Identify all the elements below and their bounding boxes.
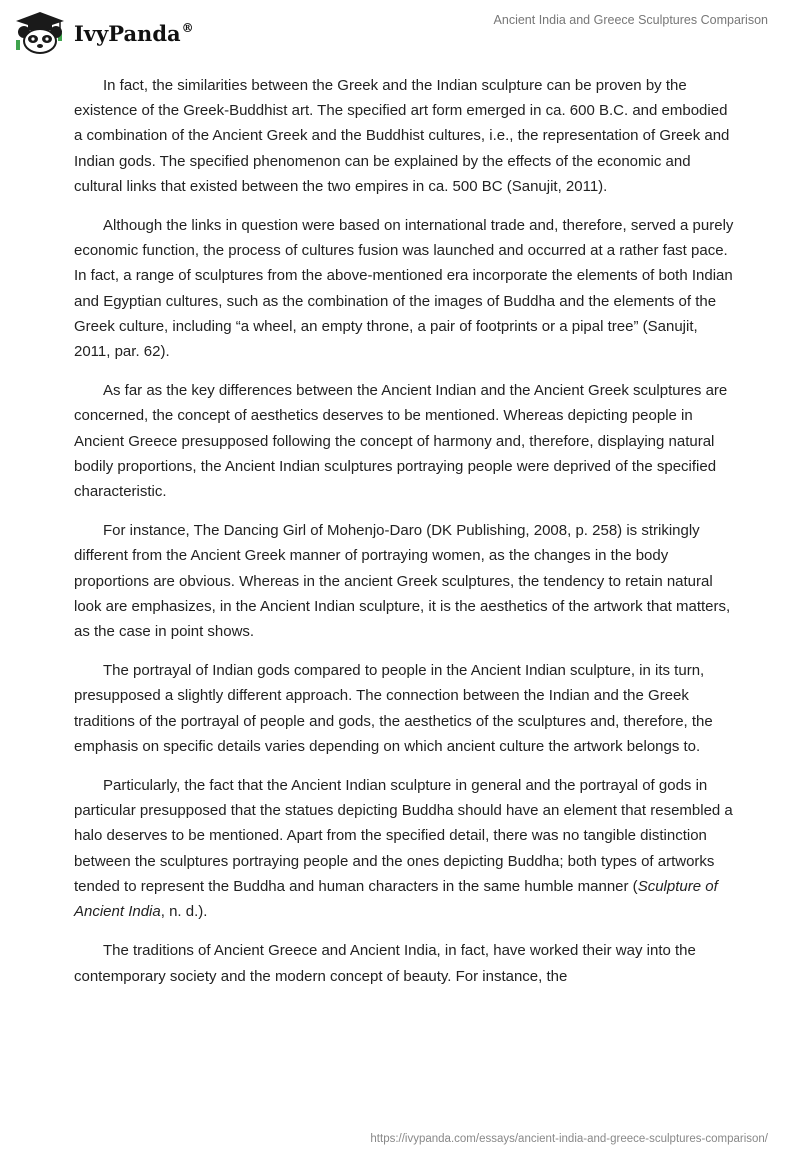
essay-paragraph: As far as the key differences between the Ancient Indian and the Ancient Greek sculptures are concerned, the concept of aesthetics deserves to be mentioned. Whereas depicting people in Ancient Greece presupposed following the concept of harmony and, therefore, displaying natural bodily proportions, the Ancient Indian sculptures portraying people were deprived of the specified characteristic. — [74, 382, 728, 501]
essay-paragraph: In fact, the similarities between the Greek and the Indian sculpture can be proven by the existence of the Greek-Buddhist art. The specified art form emerged in ca. 600 B.C. and embodied a combination of the Ancient Greek and the Buddhist cultures, i.e., the representation of Greek and Indian gods. The specified phenomenon can be explained by the effects of the economic and cultural links that existed between the two empires in ca. 500 BC (Sanujit, 2011). — [74, 77, 730, 195]
essay-paragraph: The portrayal of Indian gods compared to people in the Ancient Indian sculpture, in its turn, presupposed a slightly different approach. The connection between the Indian and the Greek traditions of the portrayal of people and gods, the aesthetics of the sculptures and, therefore, the emphasis on specific details varies depending on which ancient culture the artwork belongs to. — [74, 662, 713, 755]
panda-graduate-icon — [14, 10, 66, 54]
essay-body — [74, 73, 734, 1003]
paragraph-text: Particularly, the fact that the Ancient Indian sculpture in general and the portrayal of gods in particular presupposed that the statues depicting Buddha should have an element that resembled a halo deserves to be mentioned. Apart from the specified detail, there was no tangible distinction between the sculptures portraying people and the ones depicting Buddha; both types of artworks tended to represent the Buddha and human characters in the same humble manner ( — [74, 777, 733, 895]
essay-paragraph: The traditions of Ancient Greece and Ancient India, in fact, have worked their way into the contemporary society and the modern concept of beauty. For instance, the — [74, 942, 696, 985]
essay-paragraph — [74, 773, 734, 924]
paragraph-text: , n. d.). — [160, 903, 208, 921]
registered-mark: ® — [181, 20, 194, 35]
cited-title: Sculpture of Ancient India — [74, 877, 718, 921]
logo-wordmark: IvyPanda® — [74, 20, 194, 46]
essay-paragraph: For instance, The Dancing Girl of Mohenjo-Daro (DK Publishing, 2008, p. 258) is strikingly different from the Ancient Greek manner of portraying women, as the changes in the body proportions are obvious. Whereas in the ancient Greek sculptures, the tendency to retain natural look are emphasizes, in the Ancient Indian sculpture, it is the aesthetics of the artwork that matters, as the case in point shows. — [74, 522, 731, 641]
essay-paragraph: Although the links in question were based on international trade and, therefore, served a purely economic function, the process of cultures fusion was launched and occurred at a rather fast pace. In fact, a range of sculptures from the above-mentioned era incorporate the elements of both Indian and Egyptian cultures, such as the combination of the images of Buddha and the elements of the Greek culture, including “a wheel, an empty throne, a pair of footprints or a pipal tree” (Sanujit, 2011, par. 62). — [74, 217, 734, 361]
ivypanda-logo[interactable] — [14, 10, 194, 54]
source-url[interactable]: https://ivypanda.com/essays/ancient-india-and-greece-sculptures-comparison/ — [370, 1133, 768, 1145]
document-title: Ancient India and Greece Sculptures Comparison — [493, 13, 768, 27]
